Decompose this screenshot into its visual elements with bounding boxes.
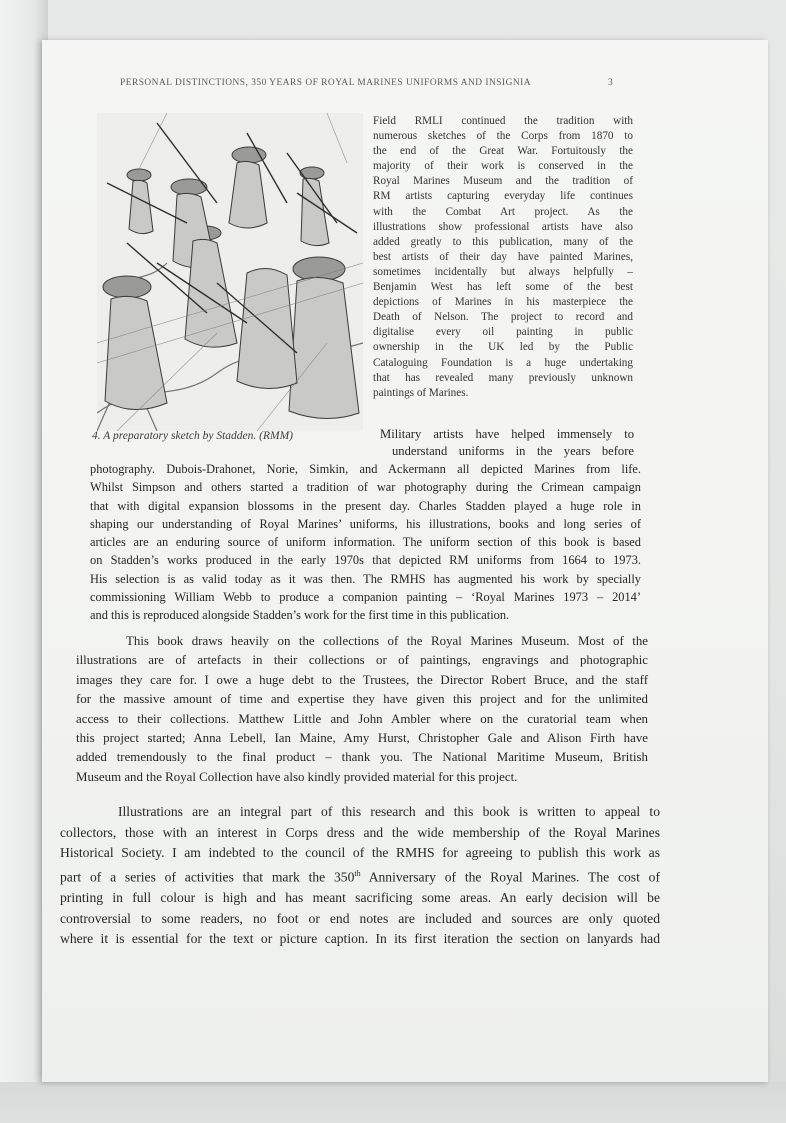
text-line: illustrations show professional artists have also [373,220,633,233]
paragraph-museum [76,632,648,787]
text-line-with-superscript [60,864,660,888]
text-line: Historical Society. I am indebted to the council of the RMHS for agreeing to publish this work as [60,845,660,861]
text-line: Field RMLI continued the tradition with [373,115,633,127]
paragraph-artists-continued [90,460,641,625]
ordinal-superscript: th [354,868,361,878]
text-line: numerous sketches of the Corps from 1870 to [373,130,633,143]
text-line: Royal Marines Museum and the tradition of [373,175,633,188]
running-header: PERSONAL DISTINCTIONS, 350 YEARS OF ROYAL MARINES UNIFORMS AND INSIGNIA [120,78,532,88]
text-line: majority of their work is conserved in the [373,160,633,173]
text-line: Cataloguing Foundation is a huge undertaking [373,356,633,369]
sketch-illustration [97,113,363,431]
text-line: and this is reproduced alongside Stadden’s work for the first time in this publication. [90,608,510,623]
text-fragment: Anniversary of the Royal Marines. The cost of [360,869,660,885]
text-line: for the massive amount of time and expertise they have given this project and for the unlimited [76,692,648,707]
text-line: illustrations are of artefacts in their collections or of paintings, engravings and photographic [76,653,648,668]
text-line: Illustrations are an integral part of this research and this book is written to appeal to [118,804,660,819]
text-line: Whilst Simpson and others started a tradition of war photography during the Crimean campaign [90,480,641,495]
text-line: paintings of Marines. [373,386,469,399]
text-line: Museum and the Royal Collection have also kindly provided material for this project. [76,769,518,784]
text-line: This book draws heavily on the collections of the Royal Marines Museum. Most of the [126,634,648,648]
text-line: printing in full colour is high and has meant sacrificing some areas. An early decision will be [60,889,660,905]
text-line: ownership in the UK led by the Public [373,341,633,354]
text-line: this project started; Anna Lebell, Ian Maine, Amy Hurst, Christopher Gale and Alison Firth have [76,731,648,746]
intro-column-text [373,114,633,401]
text-line: that with digital expansion blossoms in the present day. Charles Stadden played a huge role in [90,498,641,513]
text-line: best artists of their day have painted Marines, [373,250,633,263]
text-line: Benjamin West has left some of the best [373,281,633,294]
figure-caption: 4. A preparatory sketch by Stadden. (RMM) [92,430,293,442]
text-line: on Stadden’s works produced in the early 1970s that depicted RM uniforms from 1664 to 1973. [90,553,641,568]
text-line: digitalise every oil painting in public [373,326,633,339]
underlying-page-edge [0,0,48,1123]
text-line: images they care for. I owe a huge debt to the Trustees, the Director Robert Bruce, and the staff [76,672,648,687]
text-line: photography. Dubois-Drahonet, Norie, Simkin, and Ackermann all depicted Marines from life. [90,462,641,476]
text-line: added greatly to this publication, many of the [373,235,633,248]
text-line: the end of the Great War. Fortuitously the [373,145,633,158]
text-line: shaping our understanding of Royal Marines’ uniforms, his illustrations, books and long series of [90,516,641,531]
book-page [42,40,768,1082]
text-line: access to their collections. Matthew Little and John Ambler where on the curatorial team when [76,711,648,726]
text-line: commissioning William Webb to produce a companion painting – ‘Royal Marines 1973 – 2014’ [90,590,641,605]
text-line: collectors, those with an interest in Corps dress and the wide membership of the Royal Marines [60,824,660,840]
table-surface [0,1082,786,1123]
text-line: Death of Nelson. The project to record and [373,311,633,324]
text-line: sometimes incidentally but always helpfully – [373,265,633,278]
text-line: understand uniforms in the years before [392,443,634,458]
text-line: added tremendously to the final product – thank you. The National Maritime Museum, British [76,750,648,765]
text-line: controversial to some readers, no foot or end notes are included and sources are only quoted [60,910,660,926]
paragraph-illustrations [60,802,660,950]
text-line: that has revealed many previously unknown [373,371,633,384]
text-line: His selection is as valid today as it was then. The RMHS has augmented his work by specially [90,571,641,586]
text-line: Military artists have helped immensely to [380,427,634,441]
paragraph-artists [380,427,634,460]
text-line: RM artists capturing everyday life continues [373,190,633,203]
text-line: depictions of Marines in his masterpiece the [373,296,633,309]
text-line: where it is essential for the text or picture caption. In its first iteration the section on lanyards had [60,931,660,947]
page-number: 3 [608,78,613,88]
text-fragment: part of a series of activities that mark the 350 [60,869,355,885]
text-line: with the Combat Art project. As the [373,205,633,218]
text-line: articles are an enduring source of uniform information. The uniform section of this book is based [90,535,641,550]
